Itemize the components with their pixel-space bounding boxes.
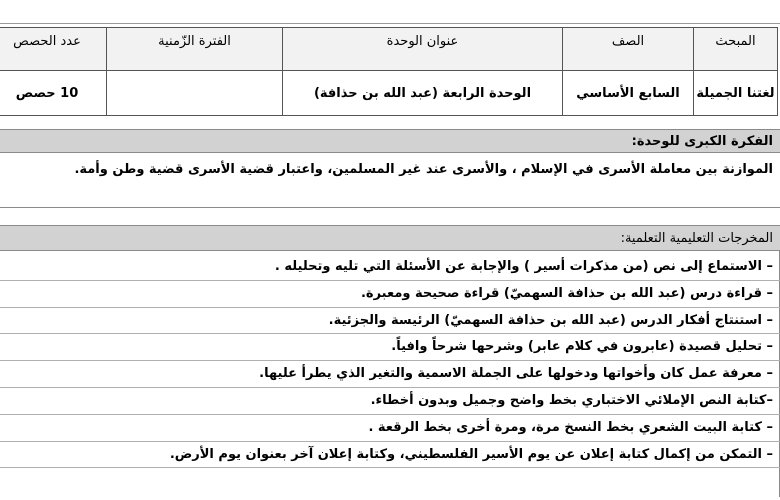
cell-period bbox=[107, 71, 283, 116]
section-divider bbox=[0, 207, 780, 208]
cell-sessions: 10 حصص bbox=[0, 71, 107, 116]
header-sessions: عدد الحصص bbox=[0, 28, 107, 71]
outcomes-heading: المخرجات التعليمية التعلمية: bbox=[0, 225, 780, 251]
list-item: – الاستماع إلى نص (من مذكرات أسير ) والإجابة عن الأسئلة التي تليه وتحليله . bbox=[0, 254, 780, 281]
table-header-row bbox=[0, 28, 778, 71]
top-rule bbox=[0, 23, 780, 24]
list-item: – كتابة البيت الشعري بخط النسخ مرة، ومرة أخرى بخط الرقعة . bbox=[0, 415, 780, 442]
list-item: – قراءة درس (عبد الله بن حذافة السهميّ) قراءة صحيحة ومعبرة. bbox=[0, 281, 780, 308]
list-item: –كتابة النص الإملائي الاختباري بخط واضح وجميل وبدون أخطاء. bbox=[0, 388, 780, 415]
cell-subject: لغتنا الجميلة bbox=[694, 71, 778, 116]
header-unit-title: عنوان الوحدة bbox=[283, 28, 563, 71]
big-idea-text: الموازنة بين معاملة الأسرى في الإسلام ، والأسرى عند غير المسلمين، واعتبار قضية الأسرى قضية وطن وأمة. bbox=[74, 162, 773, 177]
cell-unit-title: الوحدة الرابعة (عبد الله بن حذافة) bbox=[283, 71, 563, 116]
list-item: – تحليل قصيدة (عابرون في كلام عابر) وشرحها شرحاً وافياً. bbox=[0, 334, 780, 361]
big-idea-heading: الفكرة الكبرى للوحدة: bbox=[0, 129, 780, 153]
table-row bbox=[0, 71, 778, 116]
list-item: – معرفة عمل كان وأخواتها ودخولها على الجملة الاسمية والتغير الذي يطرأ عليها. bbox=[0, 361, 780, 388]
list-item: – التمكن من إكمال كتابة إعلان عن يوم الأسير الفلسطيني، وكتابة إعلان آخر بعنوان يوم الأرض. bbox=[0, 442, 780, 469]
list-item: – استنتاج أفكار الدرس (عبد الله بن حذافة السهميّ) الرئيسة والجزئية. bbox=[0, 308, 780, 335]
header-period: الفترة الزّمنية bbox=[107, 28, 283, 71]
cell-grade: السابع الأساسي bbox=[563, 71, 694, 116]
outcomes-list bbox=[0, 254, 780, 468]
header-grade: الصف bbox=[563, 28, 694, 71]
header-subject: المبحث bbox=[694, 28, 778, 71]
unit-info-table bbox=[0, 27, 778, 116]
